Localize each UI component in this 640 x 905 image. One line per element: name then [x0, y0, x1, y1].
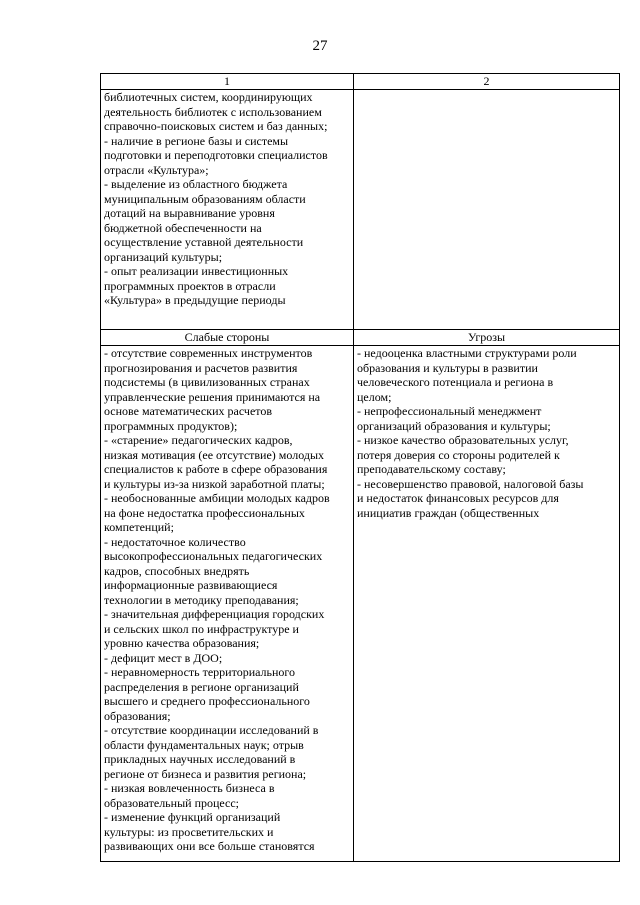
- strength-text-line: - выделение из областного бюджета: [104, 177, 288, 191]
- strength-text-line: осуществление уставной деятельности: [104, 235, 304, 249]
- weakness-text-line: - изменение функций организаций: [104, 810, 281, 824]
- strength-text-line: организаций культуры;: [104, 249, 223, 264]
- weakness-text-line: программных продуктов);: [104, 418, 238, 433]
- weakness-text-line: управленческие решения принимаются на: [104, 389, 321, 404]
- strengths-continuation-row: [101, 90, 620, 330]
- strength-text-line: отрасли «Культура»;: [104, 162, 209, 177]
- weakness-text-line: подсистемы (в цивилизованных странах: [104, 375, 310, 389]
- table-header-row: [101, 74, 620, 90]
- strengths-continuation-cell: [101, 90, 354, 330]
- weakness-text-line: - «старение» педагогических кадров,: [104, 433, 293, 447]
- strength-text-line: «Культура» в предыдущие периоды: [104, 293, 286, 307]
- weaknesses-threats-row: [101, 346, 620, 862]
- weakness-text-line: - неравномерность территориального: [104, 665, 296, 679]
- strength-text-line: деятельность библиотек с использованием: [104, 104, 322, 119]
- strength-text-line: - опыт реализации инвестиционных: [104, 264, 289, 278]
- weakness-text-line: - отсутствие современных инструментов: [104, 346, 313, 360]
- weakness-text-line: основе математических расчетов: [104, 404, 273, 418]
- weakness-text-line: уровню качества образования;: [104, 636, 260, 650]
- weakness-text-line: компетенций;: [104, 520, 174, 534]
- weakness-text-line: низкая мотивация (ее отсутствие) молодых: [104, 447, 325, 462]
- weakness-text-line: высокопрофессиональных педагогических: [104, 549, 323, 563]
- strength-text-line: бюджетной обеспеченности на: [104, 220, 262, 235]
- threat-text-line: организаций образования и культуры;: [357, 418, 551, 433]
- weakness-text-line: на фоне недостатка профессиональных: [104, 505, 305, 520]
- weakness-text-line: и сельских школ по инфраструктуре и: [104, 621, 299, 636]
- weakness-text-line: регионе от бизнеса и развития региона;: [104, 766, 307, 781]
- weakness-text-line: - отсутствие координации исследований в: [104, 723, 319, 737]
- weakness-text-line: - необоснованные амбиции молодых кадров: [104, 491, 330, 505]
- threats-cell: [354, 346, 620, 862]
- threat-text-line: - недооценка властными структурами роли: [357, 346, 577, 360]
- strength-text-line: - наличие в регионе базы и системы: [104, 133, 289, 148]
- weakness-text-line: образовательный процесс;: [104, 795, 240, 810]
- weakness-text-line: - дефицит мест в ДОО;: [104, 650, 223, 665]
- weakness-text-line: развивающих они все больше становятся: [104, 839, 315, 853]
- threat-text-line: образования и культуры в развитии: [357, 360, 538, 375]
- weakness-text-line: информационные развивающиеся: [104, 578, 278, 592]
- column-2-header: 2: [354, 74, 620, 90]
- weaknesses-cell: [101, 346, 354, 862]
- weakness-text-line: области фундаментальных наук; отрыв: [104, 737, 304, 752]
- swot-table: [100, 73, 620, 862]
- column-1-header: 1: [101, 74, 354, 90]
- threat-text-line: преподавательскому составу;: [357, 462, 506, 476]
- weakness-text-line: кадров, способных внедрять: [104, 563, 250, 578]
- strength-text-line: библиотечных систем, координирующих: [104, 90, 313, 104]
- weakness-text-line: высшего и среднего профессионального: [104, 694, 310, 708]
- weakness-text-line: - недостаточное количество: [104, 534, 246, 549]
- weakness-text-line: специалистов к работе в сфере образования: [104, 462, 328, 476]
- weakness-text-line: - низкая вовлеченность бизнеса в: [104, 781, 275, 795]
- strength-text-line: программных проектов в отрасли: [104, 278, 276, 293]
- weakness-text-line: образования;: [104, 708, 171, 723]
- threat-text-line: - низкое качество образовательных услуг,: [357, 433, 569, 447]
- threat-text-line: - несовершенство правовой, налоговой базы: [357, 476, 584, 491]
- threat-text-line: человеческого потенциала и региона в: [357, 375, 554, 389]
- section-title-row: [101, 330, 620, 346]
- weakness-text-line: культуры: из просветительских и: [104, 824, 274, 839]
- weakness-text-line: прикладных научных исследований в: [104, 752, 296, 766]
- opportunities-continuation-cell: [354, 90, 620, 330]
- threat-text-line: инициатив граждан (общественных: [357, 505, 540, 520]
- weakness-text-line: и культуры из-за низкой заработной платы;: [104, 476, 325, 491]
- threat-text-line: - непрофессиональный менеджмент: [357, 404, 542, 418]
- threat-text-line: целом;: [357, 389, 392, 404]
- weaknesses-title: Слабые стороны: [101, 330, 354, 346]
- strength-text-line: справочно-поисковых систем и баз данных;: [104, 119, 328, 133]
- threat-text-line: и недостаток финансовых ресурсов для: [357, 491, 559, 505]
- strength-text-line: подготовки и переподготовки специалистов: [104, 148, 328, 162]
- weakness-text-line: прогнозирования и расчетов развития: [104, 360, 298, 375]
- weakness-text-line: - значительная дифференциация городских: [104, 607, 325, 621]
- strength-text-line: дотаций на выравнивание уровня: [104, 206, 275, 220]
- weakness-text-line: распределения в регионе организаций: [104, 679, 299, 694]
- threats-title: Угрозы: [354, 330, 620, 346]
- strength-text-line: муниципальным образованиям области: [104, 191, 306, 206]
- weakness-text-line: технологии в методику преподавания;: [104, 592, 299, 607]
- page-number: 27: [312, 38, 328, 54]
- threat-text-line: потеря доверия со стороны родителей к: [357, 447, 560, 462]
